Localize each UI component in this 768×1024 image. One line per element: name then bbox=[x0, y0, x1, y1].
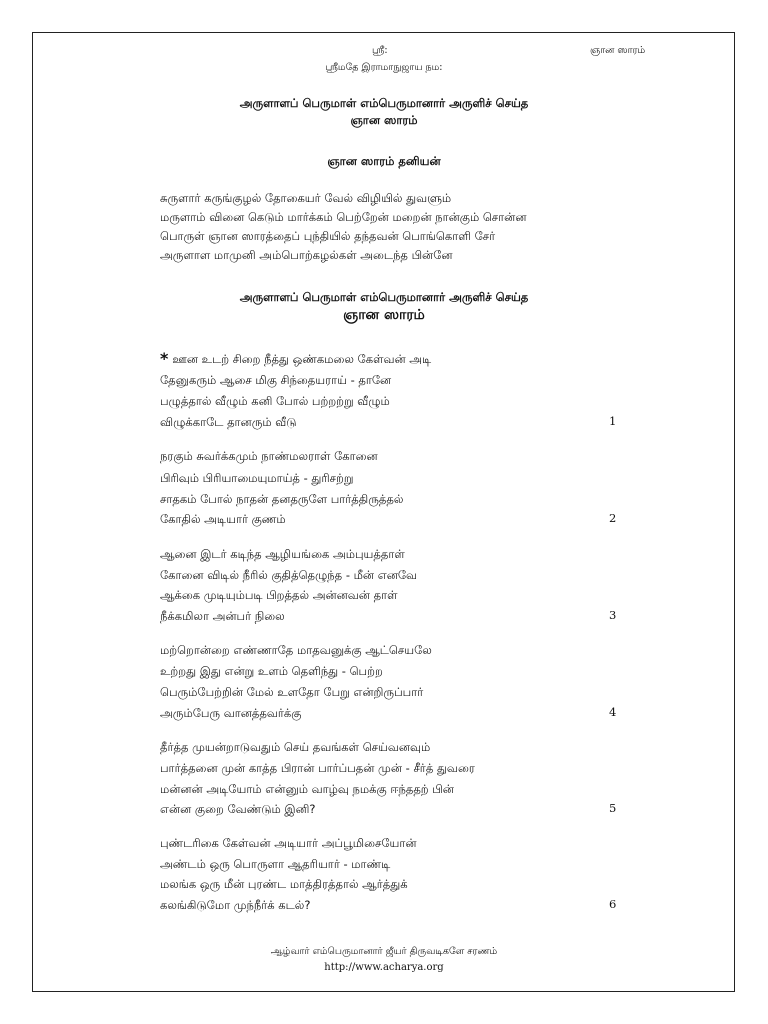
verse-line: பெரும்பேற்றின் மேல் உளதோ பேறு என்றிருப்பார் bbox=[160, 685, 424, 699]
main-title-line1: அருளாளப் பெருமாள் எம்பெருமானார் அருளிச் செய்த bbox=[239, 290, 529, 304]
thaniyan-line: மருளாம் வினை கெடும் மார்க்கம் பெற்றேன் மறைன் நான்கும் சொன்ன bbox=[160, 210, 527, 224]
verse-line: உற்றது இது என்று உளம் தெளிந்து - பெற்ற bbox=[160, 664, 383, 678]
salutation-text: ஸ்ரீமதே இராமாநுஜாய நம: bbox=[325, 62, 443, 73]
document-title-line2: ஞான ஸாரம் bbox=[350, 113, 418, 127]
thaniyan-line: சுருளார் கருங்குழல் தோகையர் வேல் விழியில் துவளும் bbox=[160, 191, 452, 205]
verse-line-text: ஊன உடற் சிறை நீத்து ஒண்கமலை கேள்வன் அடி bbox=[172, 352, 432, 366]
verse-line: தேனுகரும் ஆசை மிகு சிந்தையராய் - தானே bbox=[160, 373, 392, 387]
main-title-line2: ஞான ஸாரம் bbox=[343, 307, 425, 323]
verse-line: என்ன குறை வேண்டும் இனி? bbox=[160, 802, 316, 816]
running-title: ஞான ஸாரம் bbox=[590, 45, 646, 56]
thaniyan-heading: ஞான ஸாரம் தனியன் bbox=[327, 154, 441, 168]
verse-line: ஆக்கை முடியும்படி பிறத்தல் அன்னவன் தாள் bbox=[160, 588, 398, 602]
verse-number: 2 bbox=[609, 511, 617, 525]
verse-line: பழுத்தால் வீழும் கனி போல் பற்றற்று வீழும் bbox=[160, 394, 390, 408]
verse-number: 3 bbox=[609, 608, 617, 622]
verse-line: பிரிவும் பிரியாமையுமாய்த் - துரிசற்று bbox=[160, 471, 354, 485]
verse-line: கோதில் அடியார் குணம் bbox=[160, 512, 286, 526]
verse-line: மற்றொன்றை எண்ணாதே மாதவனுக்கு ஆட்செயலே bbox=[160, 643, 432, 657]
footer-url: http://www.acharya.org bbox=[324, 962, 444, 973]
verse-line: கோனை விடில் நீரில் குதித்தெழுந்த - மீன் எனவே bbox=[160, 568, 418, 582]
verse-line: மன்னன் அடியோம் என்னும் வாழ்வு நமக்கு ஈந்ததற் பின் bbox=[160, 782, 454, 796]
verse-line bbox=[160, 351, 431, 367]
verse-line: மலங்க ஒரு மீன் புரண்ட மாத்திரத்தால் ஆர்த்துக் bbox=[160, 877, 408, 891]
document-title-line1: அருளாளப் பெருமாள் எம்பெருமானார் அருளிச் செய்த bbox=[239, 96, 529, 110]
verse-line: நீக்கமிலா அன்பர் நிலை bbox=[160, 609, 285, 623]
verse-line: ஆனை இடர் கடிந்த ஆழியங்கை அம்புயத்தாள் bbox=[160, 547, 405, 561]
verse-line: கலங்கிடுமோ முந்நீர்க் கடல்? bbox=[160, 898, 311, 912]
verse-line: பார்த்தனை முன் காத்த பிரான் பார்ப்பதன் முன் - சீர்த் துவரை bbox=[160, 761, 475, 775]
verse-number: 4 bbox=[609, 705, 617, 719]
thaniyan-line: அருளாள மாமுனி அம்பொற்கழல்கள் அடைந்த பின்னே bbox=[160, 248, 453, 262]
verse-line: சாதகம் போல் நாதன் தனதருளே பார்த்திருத்தல் bbox=[160, 492, 404, 506]
verse-number: 1 bbox=[609, 414, 617, 428]
verse-line: நரகும் சுவர்க்கமும் நாண்மலராள் கோனை bbox=[160, 449, 378, 463]
asterisk-marker: * bbox=[160, 349, 169, 368]
verse-line: அரும்பேரு வானத்தவர்க்கு bbox=[160, 706, 302, 720]
verse-line: விழுக்காடே தானரும் வீடு bbox=[160, 415, 297, 429]
verse-line: புண்டரிகை கேள்வன் அடியார் அப்பூமிசையோன் bbox=[160, 836, 417, 850]
invocation-text: ஸ்ரீ: bbox=[372, 45, 388, 56]
verse-number: 6 bbox=[609, 897, 617, 911]
verse-line: தீர்த்த முயன்றாடுவதும் செய் தவங்கள் செய்வனவும் bbox=[160, 740, 431, 754]
thaniyan-line: பொருள் ஞான ஸாரத்தைப் புந்தியில் தந்தவன் பொங்கொளி சேர் bbox=[160, 229, 496, 243]
verse-line: அண்டம் ஒரு பொருளா ஆதரியார் - மாண்டி bbox=[160, 857, 391, 871]
verse-number: 5 bbox=[609, 801, 617, 815]
footer-salutation: ஆழ்வார் எம்பெருமானார் ஜீயர் திருவடிகளே சரணம் bbox=[270, 946, 498, 957]
